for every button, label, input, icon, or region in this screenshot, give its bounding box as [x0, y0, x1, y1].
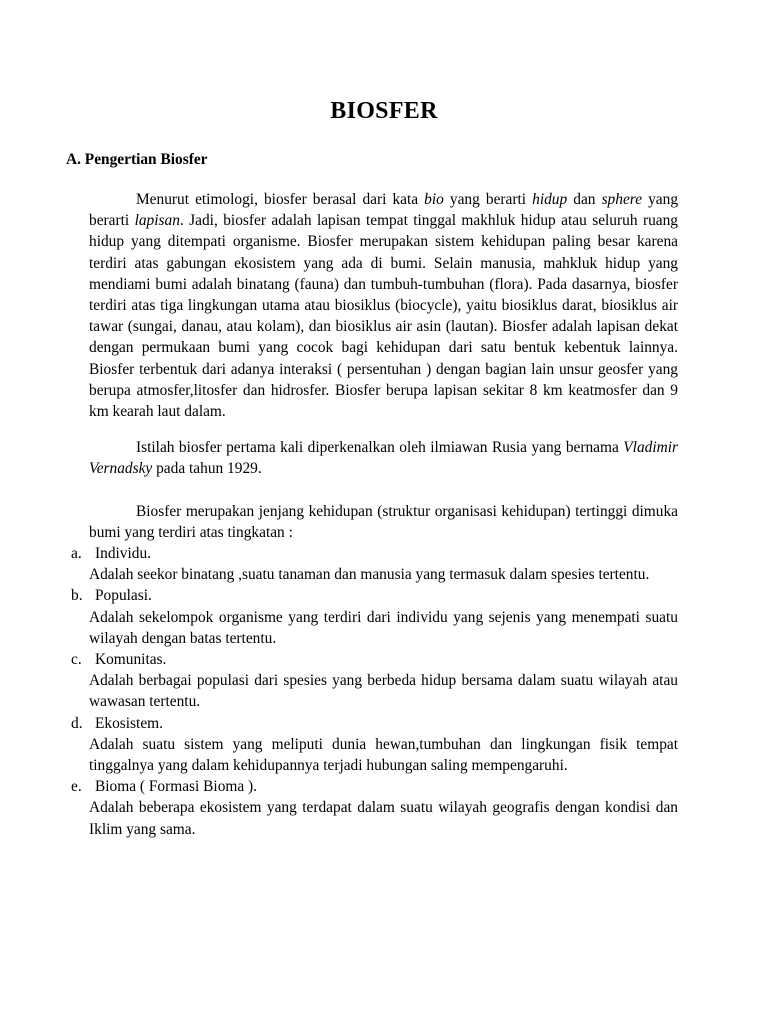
paragraph-history [89, 437, 678, 479]
list-item [71, 543, 678, 585]
list-item [71, 713, 678, 777]
italic-term: hidup [532, 191, 568, 208]
text-span: dan [567, 191, 602, 208]
text-span: Menurut etimologi, biosfer berasal dari kata [136, 191, 425, 208]
list-item [71, 585, 678, 649]
list-item-description: Adalah sekelompok organisme yang terdiri dari individu yang sejenis yang menempati suatu wilayah dengan batas tertentu. [89, 608, 678, 647]
list-item [71, 649, 678, 713]
text-span: Istilah biosfer pertama kali diperkenalkan oleh ilmiawan Rusia yang bernama [136, 439, 624, 456]
italic-term: bio [424, 191, 444, 208]
section-heading: A. Pengertian Biosfer [66, 151, 208, 168]
paragraph-levels-intro [89, 501, 678, 543]
list-item-description: Adalah suatu sistem yang meliputi dunia hewan,tumbuhan dan lingkungan fisik tempat tinggalnya yang dalam kehidupannya terjadi hubungan saling mempengaruhi. [89, 735, 678, 774]
text-span: yang berarti [89, 191, 679, 230]
list-item-description: Adalah beberapa ekosistem yang terdapat dalam suatu wilayah geografis dengan kondisi dan Iklim yang sama. [89, 799, 678, 838]
italic-name: Vladimir Vernadsky [89, 439, 678, 478]
list-item-title: Bioma ( Formasi Bioma ). [95, 778, 258, 796]
text-span: . Jadi, biosfer adalah lapisan tempat tinggal makhluk hidup atau seluruh ruang hidup yang ditempati organisme. Biosfer merupakan sistem kehidupan paling besar karena terdiri atas gabungan ekosistem yang ada di bumi. Selain manusia, mahkluk hidup yang mendiami bumi adalah binatang (fauna) dan tumbuh-tumbuhan (flora). Pada dasarnya, biosfer terdiri atas tiga lingkungan utama atau biosiklus (biocycle), yaitu biosiklus darat, biosiklus air tawar (sungai, danau, atau kolam), dan biosiklus air asin (lautan). Biosfer adalah lapisan dekat dengan permukaan bumi yang cocok bagi kehidupan dari satu bentuk kebentuk lainnya. Biosfer terbentuk dari adanya interaksi ( persentuhan ) dengan bagian lain unsur geosfer yang berupa atmosfer,litosfer dan hidrosfer. Biosfer berupa lapisan sekitar 8 km keatmosfer dan 9 km kearah laut dalam. [89, 212, 678, 421]
list-item-description: Adalah seekor binatang ,suatu tanaman dan manusia yang termasuk dalam spesies tertentu. [89, 566, 650, 584]
levels-intro-text: Biosfer merupakan jenjang kehidupan (struktur organisasi kehidupan) tertinggi dimuka bumi yang terdiri atas tingkatan : [89, 503, 678, 542]
list-item-letter: c. [71, 650, 82, 668]
page-title: BIOSFER [330, 98, 438, 124]
list-item-title: Komunitas. [95, 650, 167, 668]
paragraph-definition [89, 189, 678, 422]
text-span: pada tahun 1929. [152, 460, 262, 478]
list-item-letter: e. [71, 778, 82, 796]
list-item-letter: a. [71, 545, 82, 562]
italic-term: lapisan [134, 212, 180, 230]
list-item-title: Populasi. [95, 587, 152, 605]
italic-term: sphere [601, 191, 643, 208]
list-item-title: Ekosistem. [95, 714, 163, 732]
list-item-title: Individu. [95, 545, 152, 562]
list-item-description: Adalah berbagai populasi dari spesies yang berbeda hidup bersama dalam suatu wilayah atau wawasan tertentu. [89, 672, 678, 711]
list-item-letter: d. [71, 714, 83, 732]
text-span: yang berarti [443, 191, 533, 208]
list-item [71, 776, 678, 840]
levels-list [71, 543, 678, 840]
list-item-letter: b. [71, 587, 83, 605]
